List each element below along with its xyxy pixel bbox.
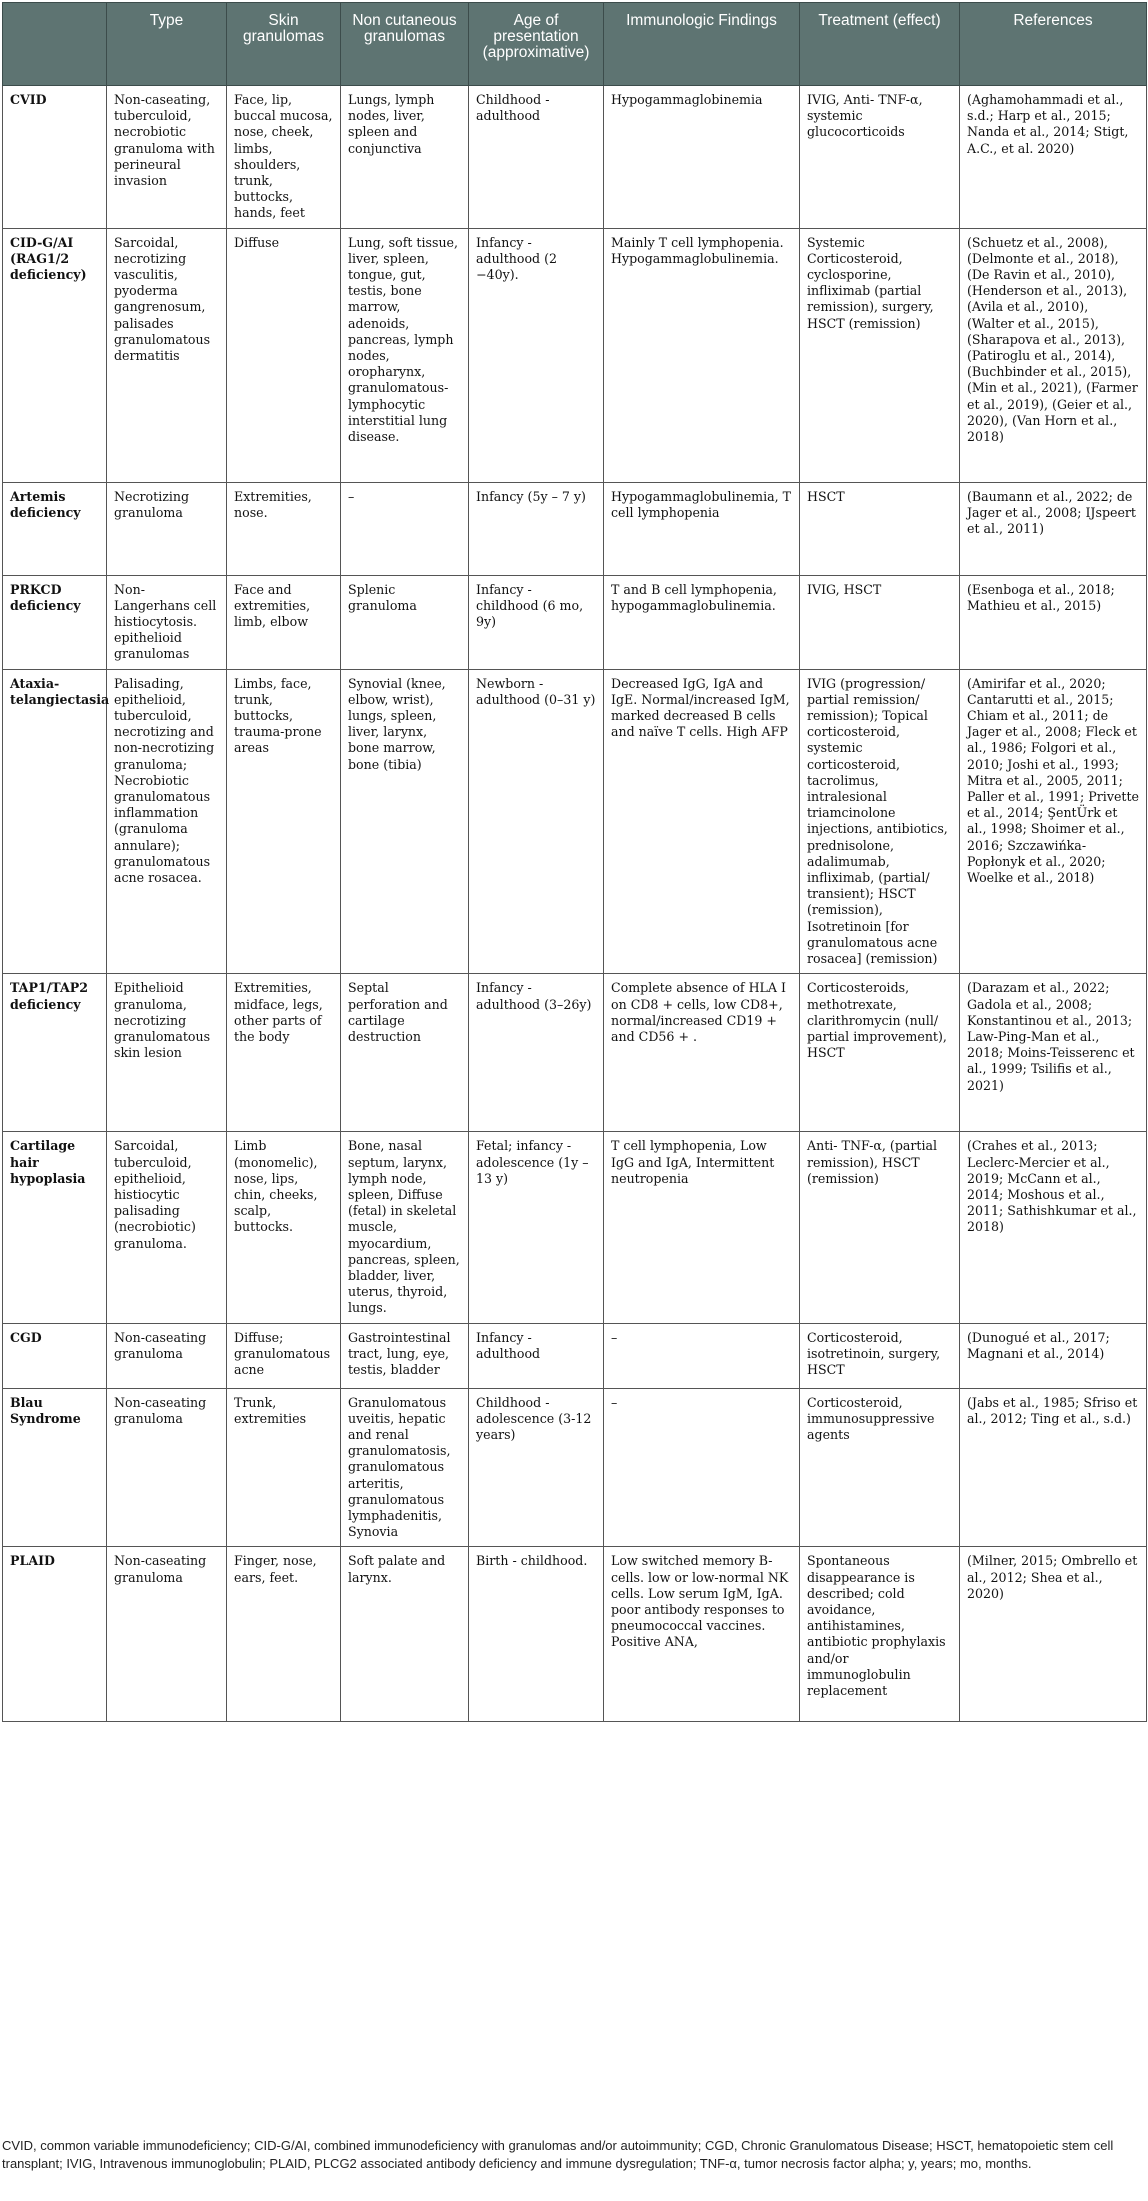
table-cell: Diffuse; granulomatous acne — [227, 1323, 341, 1388]
table-cell: Face and extremities, limb, elbow — [227, 575, 341, 669]
table-cell: Infancy (5y – 7 y) — [469, 482, 604, 575]
table-body — [3, 86, 1147, 1722]
table-cell: Birth - childhood. — [469, 1547, 604, 1722]
table-cell: HSCT — [800, 482, 960, 575]
table-cell: (Aghamohammadi et al., s.d.; Harp et al., 2015; Nanda et al., 2014; Stigt, A.C., et al. 2020) — [960, 86, 1147, 229]
table-cell: Face, lip, buccal mucosa, nose, cheek, limbs, shoulders, trunk, buttocks, hands, feet — [227, 86, 341, 229]
row-header-cell: CVID — [3, 86, 107, 229]
table-cell: Complete absence of HLA I on CD8 + cells, low CD8+, normal/increased CD19 + and CD56 + . — [604, 974, 800, 1132]
table-row — [3, 669, 1147, 974]
table-cell: Non-caseating, tuberculoid, necrobiotic granuloma with perineural invasion — [107, 86, 227, 229]
table-cell: Splenic granuloma — [341, 575, 469, 669]
table-cell: Systemic Corticosteroid, cyclosporine, infliximab (partial remission), surgery, HSCT (remission) — [800, 228, 960, 482]
table-cell: Anti- TNF-α, (partial remission), HSCT (remission) — [800, 1132, 960, 1323]
table-cell: Non-caseating granuloma — [107, 1388, 227, 1547]
table-cell: Lung, soft tissue, liver, spleen, tongue, gut, testis, bone marrow, adenoids, pancreas, lymph nodes, oropharynx, granulomatous-lymphocytic interstitial lung disease. — [341, 228, 469, 482]
table-cell: Infancy - childhood (6 mo, 9y) — [469, 575, 604, 669]
table-cell: Corticosteroid, immunosuppressive agents — [800, 1388, 960, 1547]
table-cell: Infancy - adulthood (2 −40y). — [469, 228, 604, 482]
table-cell: Infancy - adulthood (3–26y) — [469, 974, 604, 1132]
table-row — [3, 974, 1147, 1132]
row-header-cell: PRKCD deficiency — [3, 575, 107, 669]
table-row — [3, 1132, 1147, 1323]
table-cell: Diffuse — [227, 228, 341, 482]
header-cell: Treatment (effect) — [800, 3, 960, 86]
table-cell: Decreased IgG, IgA and IgE. Normal/increased IgM, marked decreased B cells and naïve T cells. High AFP — [604, 669, 800, 974]
table-cell: (Dunogué et al., 2017; Magnani et al., 2014) — [960, 1323, 1147, 1388]
table-cell: Infancy - adulthood — [469, 1323, 604, 1388]
table-footnote: CVID, common variable immunodeficiency; CID-G/AI, combined immunodeficiency with granulomas and/or autoimmunity; CGD, Chronic Granulomatous Disease; HSCT, hematopoietic stem cell transplant; IVIG, Intravenous immunoglobulin; PLAID, PLCG2 associated antibody deficiency and immune dysregulation; TNF-α, tumor necrosis factor alpha; y, years; mo, months. — [2, 2138, 1114, 2171]
table-cell: Spontaneous disappearance is described; cold avoidance, antihistamines, antibiotic prophylaxis and/or immunoglobulin replacement — [800, 1547, 960, 1722]
table-cell: Trunk, extremities — [227, 1388, 341, 1547]
row-header-cell: Artemis deficiency — [3, 482, 107, 575]
table-cell: (Schuetz et al., 2008), (Delmonte et al., 2018), (De Ravin et al., 2010), (Henderson et al., 2013), (Avila et al., 2010), (Walter et al., 2015), (Sharapova et al., 2013), (Patiroglu et al., 2014), (Buchbinder et al., 2015), (Min et al., 2021), (Farmer et al., 2019), (Geier et al., 2020), (Van Horn et al., 2018) — [960, 228, 1147, 482]
table-cell: Necrotizing granuloma — [107, 482, 227, 575]
table-cell: Childhood - adulthood — [469, 86, 604, 229]
table-cell: Mainly T cell lymphopenia. Hypogammaglobulinemia. — [604, 228, 800, 482]
row-header-cell: PLAID — [3, 1547, 107, 1722]
header-cell: Non cutaneous granulomas — [341, 3, 469, 86]
table-cell: Newborn - adulthood (0–31 y) — [469, 669, 604, 974]
table-cell: Hypogammaglobulinemia, T cell lymphopenia — [604, 482, 800, 575]
table-cell: IVIG (progression/ partial remission/ remission); Topical corticosteroid, systemic corticosteroid, tacrolimus, intralesional triamcinolone injections, antibiotics, prednisolone, adalimumab, infliximab, (partial/ transient); HSCT (remission), Isotretinoin [for granulomatous acne rosacea] (remission) — [800, 669, 960, 974]
row-header-cell: Ataxia-telangiectasia — [3, 669, 107, 974]
table-cell: – — [341, 482, 469, 575]
table-cell: Epithelioid granuloma, necrotizing granulomatous skin lesion — [107, 974, 227, 1132]
table-cell: (Jabs et al., 1985; Sfriso et al., 2012; Ting et al., s.d.) — [960, 1388, 1147, 1547]
table-cell: T and B cell lymphopenia, hypogammaglobulinemia. — [604, 575, 800, 669]
table-cell: (Baumann et al., 2022; de Jager et al., 2008; IJspeert et al., 2011) — [960, 482, 1147, 575]
table-cell: Sarcoidal, tuberculoid, epithelioid, histiocytic palisading (necrobiotic) granuloma. — [107, 1132, 227, 1323]
row-header-cell: Cartilage hair hypoplasia — [3, 1132, 107, 1323]
table-cell: Non-caseating granuloma — [107, 1323, 227, 1388]
table-row — [3, 1323, 1147, 1388]
granuloma-table — [2, 2, 1147, 1722]
table-cell: Hypogammaglobinemia — [604, 86, 800, 229]
table-cell: Limb (monomelic), nose, lips, chin, cheeks, scalp, buttocks. — [227, 1132, 341, 1323]
table-cell: Extremities, midface, legs, other parts of the body — [227, 974, 341, 1132]
table-cell: Corticosteroids, methotrexate, clarithromycin (null/ partial improvement), HSCT — [800, 974, 960, 1132]
table-cell: IVIG, HSCT — [800, 575, 960, 669]
table-cell: (Amirifar et al., 2020; Cantarutti et al., 2015; Chiam et al., 2011; de Jager et al., 2008; Fleck et al., 1986; Folgori et al., 2010; Joshi et al., 1993; Mitra et al., 2005, 2011; Paller et al., 1991; Privette et al., 2014; ŞentÜrk et al., 1998; Shoimer et al., 2016; Szczawińka-Popłonyk et al., 2020; Woelke et al., 2018) — [960, 669, 1147, 974]
row-header-cell: CID-G/AI (RAG1/2 deficiency) — [3, 228, 107, 482]
table-cell: Bone, nasal septum, larynx, lymph node, spleen, Diffuse (fetal) in skeletal muscle, myocardium, pancreas, spleen, bladder, liver, uterus, thyroid, lungs. — [341, 1132, 469, 1323]
header-cell: References — [960, 3, 1147, 86]
table-cell: Gastrointestinal tract, lung, eye, testis, bladder — [341, 1323, 469, 1388]
header-cell: Skin granulomas — [227, 3, 341, 86]
table-cell: Non-caseating granuloma — [107, 1547, 227, 1722]
table-row — [3, 482, 1147, 575]
table-row — [3, 228, 1147, 482]
table-row — [3, 1547, 1147, 1722]
table-cell: Soft palate and larynx. — [341, 1547, 469, 1722]
header-row — [3, 3, 1147, 86]
table-row — [3, 575, 1147, 669]
table-cell: Childhood - adolescence (3-12 years) — [469, 1388, 604, 1547]
table-header — [3, 3, 1147, 86]
header-cell: Type — [107, 3, 227, 86]
table-cell: Synovial (knee, elbow, wrist), lungs, spleen, liver, larynx, bone marrow, bone (tibia) — [341, 669, 469, 974]
header-cell: Immunologic Findings — [604, 3, 800, 86]
table-cell: T cell lymphopenia, Low IgG and IgA, Intermittent neutropenia — [604, 1132, 800, 1323]
table-cell: Corticosteroid, isotretinoin, surgery, HSCT — [800, 1323, 960, 1388]
table-cell: Palisading, epithelioid, tuberculoid, necrotizing and non-necrotizing granuloma; Necrobiotic granulomatous inflammation (granuloma annulare); granulomatous acne rosacea. — [107, 669, 227, 974]
header-cell — [3, 3, 107, 86]
table-cell: (Darazam et al., 2022; Gadola et al., 2008; Konstantinou et al., 2013; Law-Ping-Man et al., 2018; Moins-Teisserenc et al., 1999; Tsilifis et al., 2021) — [960, 974, 1147, 1132]
table-cell: – — [604, 1323, 800, 1388]
table-cell: Low switched memory B-cells. low or low-normal NK cells. Low serum IgM, IgA. poor antibody responses to pneumococcal vaccines. Positive ANA, — [604, 1547, 800, 1722]
row-header-cell: TAP1/TAP2 deficiency — [3, 974, 107, 1132]
table-cell: Septal perforation and cartilage destruction — [341, 974, 469, 1132]
table-cell: (Esenboga et al., 2018; Mathieu et al., 2015) — [960, 575, 1147, 669]
table-cell: – — [604, 1388, 800, 1547]
table-row — [3, 1388, 1147, 1547]
table-cell: Finger, nose, ears, feet. — [227, 1547, 341, 1722]
table-cell: Granulomatous uveitis, hepatic and renal granulomatosis, granulomatous arteritis, granulomatous lymphadenitis, Synovia — [341, 1388, 469, 1547]
table-cell: Fetal; infancy - adolescence (1y – 13 y) — [469, 1132, 604, 1323]
table-cell: Extremities, nose. — [227, 482, 341, 575]
table-cell: Limbs, face, trunk, buttocks, trauma-prone areas — [227, 669, 341, 974]
table-cell: (Crahes et al., 2013; Leclerc-Mercier et al., 2019; McCann et al., 2014; Moshous et al., 2011; Sathishkumar et al., 2018) — [960, 1132, 1147, 1323]
row-header-cell: Blau Syndrome — [3, 1388, 107, 1547]
row-header-cell: CGD — [3, 1323, 107, 1388]
table-cell: Lungs, lymph nodes, liver, spleen and conjunctiva — [341, 86, 469, 229]
table-row — [3, 86, 1147, 229]
header-cell: Age of presentation (approximative) — [469, 3, 604, 86]
table-cell: Sarcoidal, necrotizing vasculitis, pyoderma gangrenosum, palisades granulomatous dermatitis — [107, 228, 227, 482]
table-cell: Non-Langerhans cell histiocytosis. epithelioid granulomas — [107, 575, 227, 669]
table-cell: IVIG, Anti- TNF-α, systemic glucocorticoids — [800, 86, 960, 229]
table-cell: (Milner, 2015; Ombrello et al., 2012; Shea et al., 2020) — [960, 1547, 1147, 1722]
